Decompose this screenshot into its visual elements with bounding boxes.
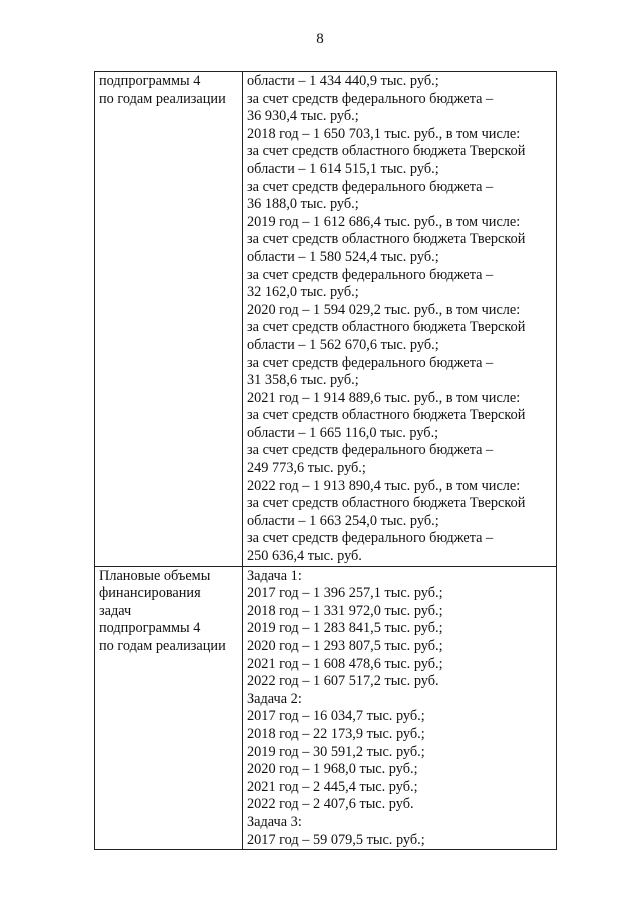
text-line: подпрограммы 4 [99,620,201,637]
text-line: за счет средств областного бюджета Тверской [247,143,526,160]
text-line: 2017 год – 59 079,5 тыс. руб.; [247,831,425,848]
row-label-cell [95,566,243,850]
text-line: 2020 год – 1 968,0 тыс. руб.; [247,761,418,778]
text-line: 36 930,4 тыс. руб.; [247,108,359,125]
text-line: 2017 год – 1 396 257,1 тыс. руб.; [247,585,443,602]
text-line: Задача 3: [247,813,302,830]
text-line: 249 773,6 тыс. руб.; [247,460,366,477]
text-line: 2019 год – 30 591,2 тыс. руб.; [247,743,425,760]
text-line: области – 1 580 524,4 тыс. руб.; [247,248,439,265]
text-line: по годам реализации [99,90,226,107]
text-line: 2022 год – 1 607 517,2 тыс. руб. [247,673,439,690]
text-line: подпрограммы 4 [99,73,201,89]
text-line: за счет средств областного бюджета Тверской [247,319,526,336]
text-line: области – 1 562 670,6 тыс. руб.; [247,336,439,353]
text-line: 2022 год – 1 913 890,4 тыс. руб., в том числе: [247,477,521,494]
text-line: за счет средств областного бюджета Тверской [247,495,526,512]
page-number: 8 [316,31,324,47]
text-line: 2020 год – 1 293 807,5 тыс. руб.; [247,638,443,654]
text-line: 32 162,0 тыс. руб.; [247,284,359,301]
text-line: 250 636,4 тыс. руб. [247,548,362,565]
text-line: 2018 год – 22 173,9 тыс. руб.; [247,725,425,742]
text-line: Плановые объемы [99,567,211,584]
text-line: 2021 год – 2 445,4 тыс. руб.; [247,778,418,795]
text-line: задач [99,602,132,619]
passport-table [94,71,557,850]
text-line: Задача 2: [247,690,302,707]
text-line: 36 188,0 тыс. руб.; [247,196,359,213]
row-value-cell [243,566,557,850]
text-line: 2017 год – 16 034,7 тыс. руб.; [247,708,425,725]
text-line: за счет средств федерального бюджета – [247,530,494,547]
text-line: Задача 1: [247,567,302,584]
text-line: за счет средств федерального бюджета – [247,90,494,107]
text-line: за счет средств федерального бюджета – [247,442,494,459]
text-line: области – 1 665 116,0 тыс. руб.; [247,424,439,441]
text-line: по годам реализации [99,638,226,654]
text-line: за счет средств федерального бюджета – [247,354,494,371]
text-line: за счет средств областного бюджета Тверской [247,407,526,424]
row-value-cell [243,72,557,567]
text-line: области – 1 434 440,9 тыс. руб.; [247,73,439,89]
text-line: области – 1 614 515,1 тыс. руб.; [247,160,439,177]
text-line: 2021 год – 1 914 889,6 тыс. руб., в том числе: [247,389,521,406]
text-line: за счет средств областного бюджета Тверской [247,231,526,248]
text-line: финансирования [99,585,201,602]
text-line: за счет средств федерального бюджета – [247,266,494,283]
text-line: 2019 год – 1 283 841,5 тыс. руб.; [247,620,443,637]
text-line: 31 358,6 тыс. руб.; [247,372,359,389]
table-row [95,72,557,567]
text-line: 2018 год – 1 650 703,1 тыс. руб., в том числе: [247,125,521,142]
table-row [95,566,557,850]
text-line: 2020 год – 1 594 029,2 тыс. руб., в том числе: [247,301,521,318]
text-line: 2021 год – 1 608 478,6 тыс. руб.; [247,655,443,672]
text-line: 2022 год – 2 407,6 тыс. руб. [247,796,414,813]
row-label-cell [95,72,243,567]
text-line: 2018 год – 1 331 972,0 тыс. руб.; [247,602,443,619]
text-line: за счет средств федерального бюджета – [247,178,494,195]
text-line: области – 1 663 254,0 тыс. руб.; [247,512,439,529]
text-line: 2019 год – 1 612 686,4 тыс. руб., в том числе: [247,213,521,230]
